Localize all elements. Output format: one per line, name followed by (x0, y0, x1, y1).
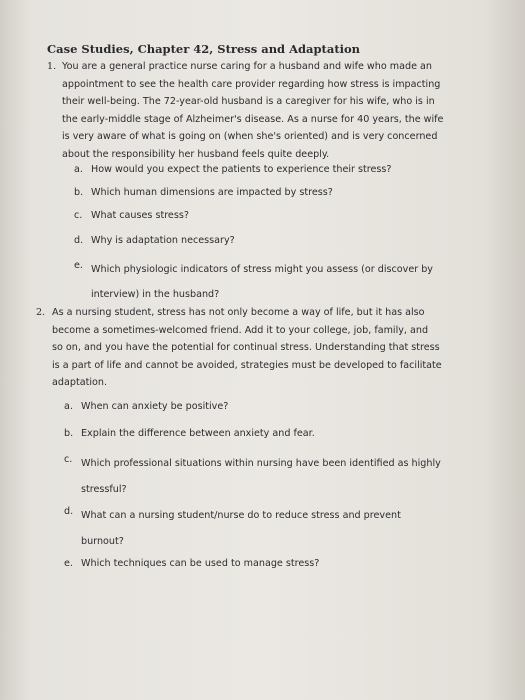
question-2 (36, 304, 486, 396)
question-number: 1. (47, 61, 57, 72)
sub-question-text (81, 503, 401, 555)
sub-question-line: Which professional situations within nursing have been identified as highly (81, 458, 441, 469)
paragraph-line: the early-middle stage of Alzheimer's disease. As a nurse for 40 years, the wife (62, 113, 444, 125)
sub-question-text: Why is adaptation necessary? (91, 235, 235, 246)
sub-question-text: Explain the difference between anxiety and fear. (81, 428, 315, 439)
paragraph-line: As a nursing student, stress has not only become a way of life, but it has also (52, 307, 425, 318)
sub-question-letter: b. (64, 428, 74, 439)
sub-question-letter: e. (74, 260, 83, 271)
sub-question-text: How would you expect the patients to experience their stress? (91, 164, 392, 175)
sub-question-text (81, 451, 441, 503)
sub-question-letter: c. (64, 454, 73, 465)
sub-question-letter: c. (74, 210, 83, 221)
sub-question-line: stressful? (81, 484, 127, 495)
sub-question-text: What causes stress? (91, 210, 189, 221)
paragraph-line: adaptation. (52, 377, 108, 389)
sub-question-line: burnout? (81, 536, 124, 547)
sub-question-letter: a. (64, 401, 73, 412)
sub-question-letter: e. (64, 558, 73, 569)
question-number: 2. (36, 307, 46, 318)
paragraph-line: become a sometimes-welcomed friend. Add it to your college, job, family, and (52, 324, 429, 336)
sub-question-line: Which physiologic indicators of stress might you assess (or discover by (91, 264, 433, 275)
sub-question-text: Which human dimensions are impacted by stress? (91, 187, 333, 198)
paragraph-line: You are a general practice nurse caring for a husband and wife who made an (62, 61, 433, 72)
question-body (52, 304, 442, 392)
question-body (62, 58, 443, 164)
sub-question-text: When can anxiety be positive? (81, 401, 229, 412)
sub-question-letter: a. (74, 164, 83, 175)
paragraph-line: their well-being. The 72-year-old husband is a caregiver for his wife, who is in (62, 96, 435, 108)
question-1 (47, 58, 487, 168)
paragraph-line: appointment to see the health care provider regarding how stress is impacting (62, 78, 441, 90)
paragraph-line: is very aware of what is going on (when she's oriented) and is very concerned (62, 131, 438, 143)
sub-question-letter: d. (64, 506, 74, 517)
sub-question-text (91, 257, 433, 307)
sub-question-letter: b. (74, 187, 84, 198)
sub-question-text: Which techniques can be used to manage stress? (81, 558, 320, 569)
paragraph-line: is a part of life and cannot be avoided, strategies must be developed to facilitate (52, 359, 442, 371)
sub-question-line: What can a nursing student/nurse do to reduce stress and prevent (81, 510, 401, 521)
paragraph-line: so on, and you have the potential for continual stress. Understanding that stress (52, 342, 440, 354)
sub-question-line: interview) in the husband? (91, 289, 220, 300)
paragraph-line: about the responsibility her husband feels quite deeply. (62, 148, 330, 160)
document-title: Case Studies, Chapter 42, Stress and Adaptation (47, 42, 361, 56)
sub-question-letter: d. (74, 235, 84, 246)
